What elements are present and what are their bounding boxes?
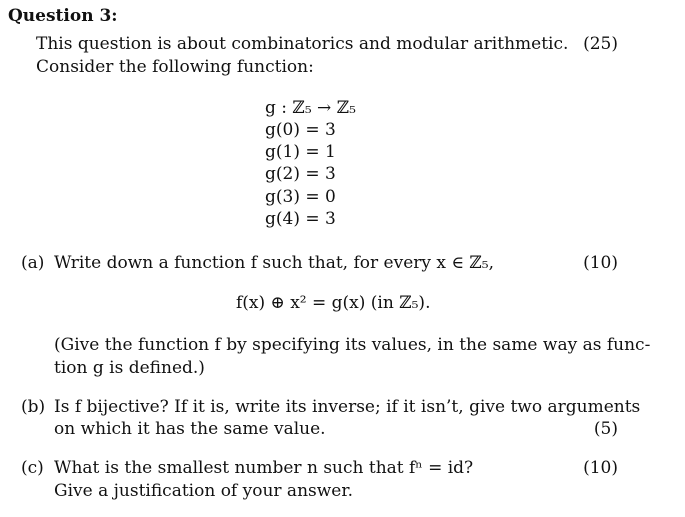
part-c-line-2: Give a justification of your answer. <box>54 481 354 501</box>
part-a-note-line-1: (Give the function f by specifying its values, in the same way as func- <box>54 335 651 355</box>
function-row-0: g(0) = 3 <box>265 120 336 140</box>
function-row-3: g(3) = 0 <box>265 187 336 207</box>
intro-line-2: Consider the following function: <box>36 57 314 77</box>
part-c-line-1: What is the smallest number n such that fⁿ = id? <box>54 458 474 478</box>
part-c-label: (c) <box>21 458 44 478</box>
function-row-4: g(4) = 3 <box>265 209 336 229</box>
part-b-marks: (5) <box>593 419 618 439</box>
part-a-note-line-2: tion g is defined.) <box>54 358 205 378</box>
part-a-marks: (10) <box>583 253 618 273</box>
total-marks: (25) <box>583 34 618 54</box>
intro-line-1: This question is about combinatorics and modular arithmetic. <box>36 34 569 54</box>
function-row-1: g(1) = 1 <box>265 142 336 162</box>
function-signature: g : ℤ₅ → ℤ₅ <box>265 98 356 118</box>
part-c-marks: (10) <box>583 458 618 478</box>
part-b-line-2: on which it has the same value. <box>54 419 326 439</box>
part-a-label: (a) <box>21 253 45 273</box>
part-b-label: (b) <box>21 397 46 417</box>
function-row-2: g(2) = 3 <box>265 164 336 184</box>
part-a-equation: f(x) ⊕ x² = g(x) (in ℤ₅). <box>236 293 431 313</box>
part-a-text: Write down a function f such that, for every x ∈ ℤ₅, <box>54 253 495 273</box>
question-title: Question 3: <box>8 6 118 26</box>
part-b-line-1: Is f bijective? If it is, write its inverse; if it isn’t, give two arguments <box>54 397 641 417</box>
